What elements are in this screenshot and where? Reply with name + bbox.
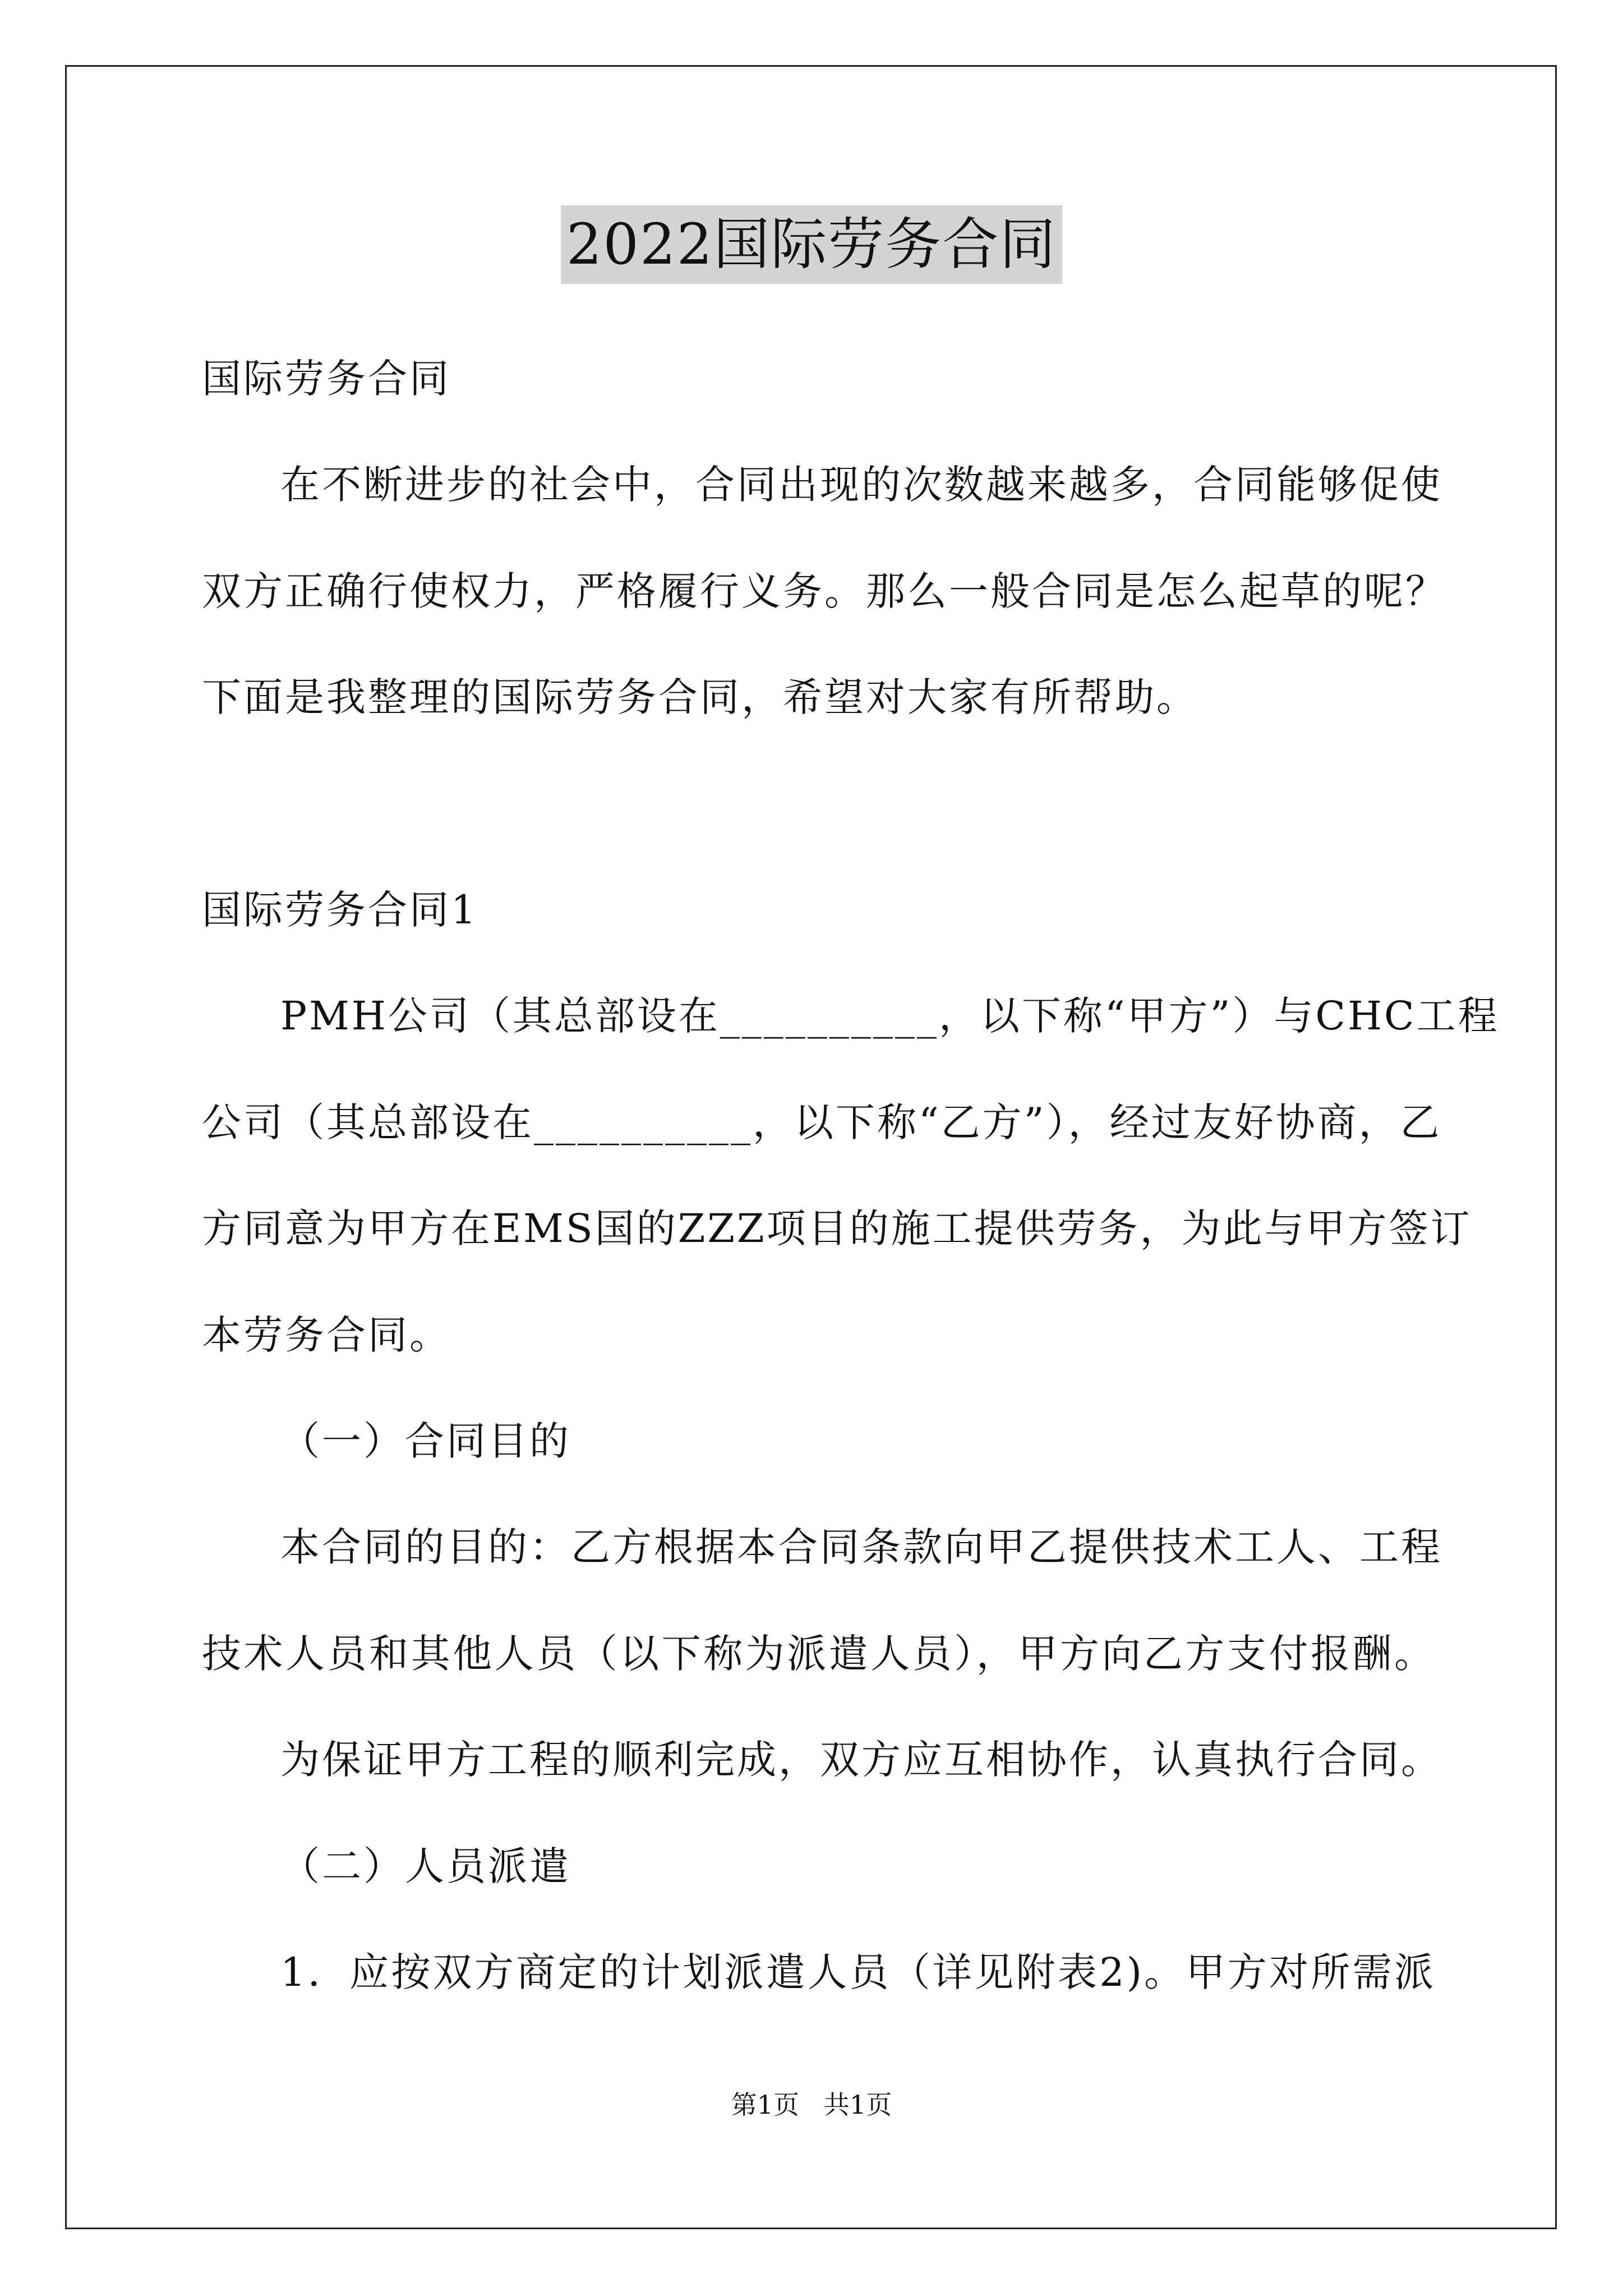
paragraph-line: 下面是我整理的国际劳务合同，希望对大家有所帮助。 [202, 674, 1198, 720]
section-heading: 国际劳务合同 [202, 356, 451, 402]
paragraph-line: 在不断进步的社会中，合同出现的次数越来越多，合同能够促使 [280, 462, 1442, 508]
paragraph-line: 本劳务合同。 [202, 1312, 451, 1358]
clause-heading: （一）合同目的 [280, 1418, 571, 1464]
paragraph-line: 技术人员和其他人员（以下称为派遣人员），甲方向乙方支付报酬。 [202, 1631, 1436, 1677]
paragraph-line: PMH公司（其总部设在__________，以下称“甲方”）与CHC工程 [280, 993, 1500, 1039]
clause-heading: （二）人员派遣 [280, 1843, 571, 1889]
paragraph-line: 为保证甲方工程的顺利完成，双方应互相协作，认真执行合同。 [280, 1737, 1442, 1783]
section-heading: 国际劳务合同1 [202, 887, 478, 933]
paragraph-line: 本合同的目的：乙方根据本合同条款向甲乙提供技术工人、工程 [280, 1524, 1442, 1570]
paragraph-line: 1．应按双方商定的计划派遣人员（详见附表2)。甲方对所需派 [280, 1949, 1436, 1995]
paragraph-line: 双方正确行使权力，严格履行义务。那么一般合同是怎么起草的呢？ [202, 568, 1447, 614]
paragraph-line: 方同意为甲方在EMS国的ZZZ项目的施工提供劳务，为此与甲方签订 [202, 1205, 1472, 1251]
title-container [0, 205, 1623, 284]
page-footer: 第1页 共1页 [731, 2090, 892, 2120]
paragraph-line: 公司（其总部设在__________，以下称“乙方”），经过友好协商，乙 [202, 1099, 1442, 1145]
document-title: 2022国际劳务合同 [561, 205, 1063, 284]
